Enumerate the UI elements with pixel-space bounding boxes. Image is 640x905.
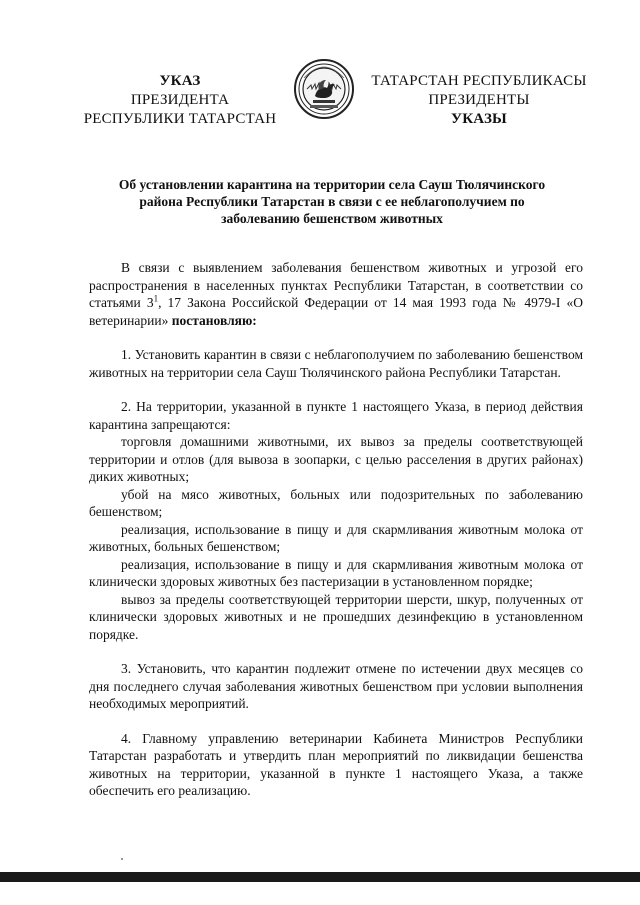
header-left-block bbox=[80, 72, 280, 129]
header-left-title: УКАЗ bbox=[159, 73, 201, 89]
header-left-line2: ПРЕЗИДЕНТА bbox=[130, 92, 230, 108]
item-2-sub-a: торговля домашними животными, их вывоз за пределы соответствующей территории и отлов (для вывоза в зоопарки, с целью расселения в других районах) диких животных; bbox=[89, 434, 583, 484]
preamble-text: В связи с выявлением заболевания бешенством животных и угрозой его распространения в населенных пунктах Республики Татарстан, в соответствии со статьями 3 bbox=[89, 260, 583, 310]
article-superscript: 1 bbox=[153, 293, 159, 304]
scan-bottom-edge bbox=[0, 872, 640, 882]
document-title bbox=[72, 176, 592, 227]
header-right-block bbox=[370, 72, 588, 129]
header-right-title: УКАЗЫ bbox=[451, 111, 507, 127]
document-body bbox=[89, 259, 583, 800]
item-3: 3. Установить, что карантин подлежит отмене по истечении двух месяцев со дня последнего случая заболевания животных бешенством при условии выполнения необходимых мероприятий. bbox=[89, 661, 583, 711]
item-1: 1. Установить карантин в связи с неблагополучием по заболеванию бешенством животных на территории села Сауш Тюлячинского района Республики Татарстан. bbox=[89, 347, 583, 380]
item-4: 4. Главному управлению ветеринарии Кабинета Министров Республики Татарстан разработать и утвердить план мероприятий по ликвидации бешенства животных на территории, указанной в пункте 1 настоящего Указа, а также обеспечить его реализацию. bbox=[89, 730, 583, 798]
header-right-line1: ТАТАРСТАН РЕСПУБЛИКАСЫ bbox=[371, 73, 587, 89]
scan-artifact bbox=[121, 858, 123, 860]
preamble-paragraph bbox=[89, 259, 583, 329]
title-line-3: заболеванию бешенством животных bbox=[221, 211, 443, 226]
preamble-decree-word: постановляю: bbox=[171, 312, 257, 328]
item-2-sub-e: вывоз за пределы соответствующей территории шерсти, шкур, полученных от клинически здоровых животных и не прошедших дезинфекцию в установленном порядке. bbox=[89, 591, 583, 642]
item-2-sub-d: реализация, использование в пищу и для скармливания животным молока от клинически здоровых животных без пастеризации в установленном порядке; bbox=[89, 556, 583, 589]
item-2: 2. На территории, указанной в пункте 1 настоящего Указа, в период действия карантина запрещаются: bbox=[89, 399, 583, 432]
item-2-sub-b: убой на мясо животных, больных или подозрительных по заболеванию бешенством; bbox=[89, 486, 583, 519]
item-2-sub-c: реализация, использование в пищу и для скармливания животным молока от животных, больных бешенством; bbox=[89, 521, 583, 554]
header-left-line3: РЕСПУБЛИКИ ТАТАРСТАН bbox=[83, 111, 277, 127]
title-line-2: района Республики Татарстан в связи с ее неблагополучием по bbox=[139, 194, 525, 209]
header-right-line2: ПРЕЗИДЕНТЫ bbox=[428, 92, 530, 108]
preamble-text-2: , 17 Закона Российской Федерации от 14 мая 1993 года № 4979-I «О ветеринарии» bbox=[89, 295, 583, 328]
title-line-1: Об установлении карантина на территории села Сауш Тюлячинского bbox=[118, 177, 546, 192]
coat-of-arms-emblem-icon bbox=[293, 58, 355, 120]
